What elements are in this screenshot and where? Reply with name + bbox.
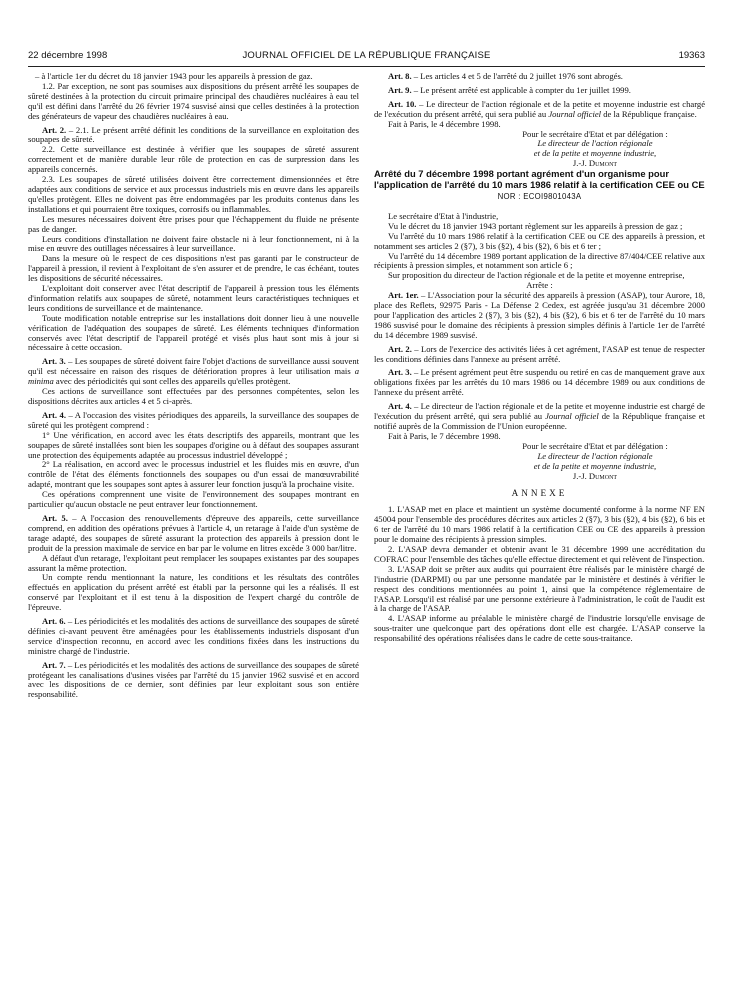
- arrete-heading: Arrête :: [526, 280, 553, 291]
- paragraph: Vu l'arrêté du 10 mars 1986 relatif à la certification CEE ou CE des appareils à pression, et notamment ses articles 2 (§7), 3 bis (§2), 4 bis (§2), 6 bis et 6 ter ;: [374, 230, 705, 251]
- left-column: [28, 72, 359, 980]
- article-emphasis: a minima: [28, 366, 359, 387]
- article-label: Art. 1er.: [388, 290, 419, 301]
- signature-title: Le directeur de l'action régionale: [537, 450, 653, 461]
- article-text: de la République française et notifié auprès de la Commission de l'Union européenne.: [374, 411, 705, 431]
- article-label: Art. 10.: [388, 98, 417, 109]
- list-item: 2° La réalisation, en accord avec le processus industriel et les fluides mis en œuvre, d'un contrôle de l'état des éléments fonctionnels des soupapes ou d'un essai de manœuvrabilité adapté, montrant que les soupapes sont aptes à assurer leur fonction jusqu'à la prochaine visite.: [28, 459, 359, 490]
- right-column: [374, 72, 705, 980]
- paragraph: Vu l'arrêté du 14 décembre 1989 portant application de la directive 87/404/CEE relative aux récipients à pression simples, et notamment son article 6 ;: [374, 250, 705, 271]
- article-text: – A l'occasion des visites périodiques des appareils, la surveillance des soupapes de sûreté qui les protègent comprend :: [28, 409, 359, 430]
- signature-delegation: Pour le secrétaire d'Etat et par délégation :: [522, 128, 668, 139]
- annexe-item: 4. L'ASAP informe au préalable le ministère chargé de l'industrie lorsqu'elle envisage de sous-traiter une quelconque part des opérations dont elle est chargée. L'ASAP conserve la responsabilité des opérations réalisées dans le cadre de cette sous-traitance.: [374, 613, 705, 644]
- paragraph: Les mesures nécessaires doivent être prises pour que l'échappement du fluide ne présente pas de danger.: [28, 213, 359, 234]
- article-4: [28, 411, 359, 431]
- signature-name: J.-J. Dumont: [572, 470, 618, 481]
- article-label: Art. 8.: [388, 72, 412, 81]
- article-text: – Lors de l'exercice des activités liées à cet agrément, l'ASAP est tenue de respecter les conditions définies dans l'annexe au présent arrêté.: [374, 343, 705, 364]
- article-6: [28, 617, 359, 657]
- annexe-item: 1. L'ASAP met en place et maintient un système documenté conforme à la norme NF EN 45004 pour l'ensemble des procédures décrites aux articles 2 (§7), 3 bis (§2), 4 bis (§2), 6 bis et 6 ter de l'arrêté du 10 mars 1986 relatif à la certification CEE ou CE des appareils à pression pour le domaine des récipients à pression simples.: [374, 504, 705, 545]
- paragraph: Un compte rendu mentionnant la nature, les conditions et les résultats des contrôles effectués en application du présent arrêté est établi par la personne qui les a réalisés. Il est conservé par l'exploitant et il est tenu à la disposition de l'expert chargé du contrôle de l'épreuve.: [28, 572, 359, 613]
- article-text: – A l'occasion des renouvellements d'épreuve des appareils, cette surveillance comprend, en addition des opérations prévues à l'article 4, un retarage à l'aide d'un système de tarage adapté, des soupapes de sûreté assurant la protection des appareils à pression dont le produit de la pression maximale de service en bar par le volume en litres excède 3 000 bar/litre.: [28, 512, 359, 553]
- article-label: Art. 6.: [42, 616, 66, 627]
- article-8: [374, 72, 705, 82]
- article-text: – Les périodicités et les modalités des actions de surveillance des soupapes de sûreté protégeant les canalisations d'usines visées par l'arrêté du 15 janvier 1962 susvisé et en accord avec les dispositions de ce dernier, sont définies par leur exploitant sous son entière responsabilité.: [28, 659, 359, 700]
- article-emphasis: Journal officiel: [548, 108, 602, 119]
- paragraph: Dans la mesure où le respect de ces dispositions n'est pas garanti par le constructeur de l'appareil à pression, il revient à l'exploitant de s'en assurer et de prendre, le cas échéant, toutes les dispositions de sécurité nécessaires.: [28, 253, 359, 284]
- paragraph: 1.2. Par exception, ne sont pas soumises aux dispositions du présent arrêté les soupapes de sûreté destinées à la protection du circuit primaire principal des chaudières nucléaires à eau tel qu'il est défini dans l'arrêté du 26 février 1974 susvisé ainsi que celles destinées à la protection des générateurs de vapeur des chaudières nucléaires à eau.: [28, 80, 359, 121]
- article-label: Art. 3.: [42, 356, 66, 367]
- annexe-heading: ANNEXE: [511, 488, 568, 499]
- article-3b: [374, 368, 705, 398]
- article-2b: [374, 345, 705, 365]
- article-2: [28, 126, 359, 146]
- article-label: Art. 3.: [388, 367, 412, 378]
- decree-title: Arrêté du 7 décembre 1998 portant agrément d'un organisme pour l'application de l'arrêté du 10 mars 1986 relatif à la certification CEE ou CE: [374, 168, 705, 190]
- paragraph: 2.3. Les soupapes de sûreté utilisées doivent être correctement dimensionnées et être adaptées aux conditions de service et aux processus industriels mis en œuvre dans les appareils qu'elles protègent. Elles ne doivent pas être endommagées par les produits contenus dans les installations et qui pourraient être toxiques, corrosifs ou inflammables.: [28, 174, 359, 214]
- article-5: [28, 514, 359, 554]
- article-label: Art. 9.: [388, 84, 412, 95]
- article-emphasis: Journal officiel: [545, 411, 599, 422]
- article-text: de la République française.: [601, 108, 697, 119]
- header-date: 22 décembre 1998: [28, 50, 108, 61]
- paragraph: 2.2. Cette surveillance est destinée à vérifier que les soupapes de sûreté assurent correctement et de manière durable leur rôle de protection en cas de surpression dans les appareils concernés.: [28, 144, 359, 175]
- article-label: Art. 4.: [42, 409, 66, 420]
- signature-delegation: Pour le secrétaire d'Etat et par délégation :: [522, 440, 668, 451]
- article-1: [374, 291, 705, 341]
- article-label: Art. 5.: [42, 512, 68, 523]
- annexe-item: 3. L'ASAP doit se prêter aux audits qui pourraient être réalisés par le ministère chargé de l'industrie (DARPMI) ou par une personne mandatée par le ministère et destinés à vérifier le respect des conditions mentionnées au point 1, ainsi que la compétence réglementaire de l'ASAP. Lorsqu'il est réalisé par une personne extérieure à l'administration, le coût de l'audit est à la charge de l'ASAP.: [374, 563, 705, 614]
- article-label: Art. 2.: [388, 343, 412, 354]
- article-text: – Les périodicités et les modalités des actions de surveillance des soupapes de sûreté définies ci-avant peuvent être aménagées pour les établissements industriels disposant d'un service d'inspection reconnu, en accord avec les conditions fixées dans les instructions du ministre chargé de l'industrie.: [28, 616, 359, 656]
- article-10: [374, 100, 705, 120]
- article-7: [28, 661, 359, 701]
- article-label: Art. 4.: [388, 401, 412, 412]
- article-9: [374, 86, 705, 96]
- nor-reference: NOR : ECOI9801043A: [497, 191, 582, 201]
- article-text: – Le présent arrêté est applicable à compter du 1er juillet 1999.: [411, 84, 631, 95]
- signature-title: Le directeur de l'action régionale: [537, 138, 653, 149]
- article-text: – L'Association pour la sécurité des appareils à pression (ASAP), tour Aurore, 18, place des Reflets, 92975 Paris - La Défense 2 Cedex, est agréée jusqu'au 31 décembre 2000 pour l'application des articles 2 (§7), 3 bis (§2), 4 bis (§2), 6 bis et 6 ter de l'arrêté du 10 mars 1986 susvisé pour le domaine des récipients à pression simples définis à l'article 1er de l'arrêté du 14 décembre 1989 susvisé.: [374, 290, 705, 340]
- header-page-number: 19363: [678, 50, 705, 61]
- article-label: Art. 7.: [42, 659, 66, 670]
- article-text: – Le directeur de l'action régionale et de la petite et moyenne industrie est chargé de l'exécution du présent arrêté, qui sera publié au: [374, 401, 705, 422]
- annexe-item: 2. L'ASAP devra demander et obtenir avant le 31 décembre 1999 une accréditation du COFRAC pour l'ensemble des tâches qu'elle effectue directement et qui relèvent de l'inspection.: [374, 543, 705, 564]
- signature-name: J.-J. Dumont: [572, 158, 618, 169]
- article-text: – Les articles 4 et 5 de l'arrêté du 2 juillet 1976 sont abrogés.: [411, 72, 623, 81]
- article-text: – Le présent agrément peut être suspendu ou retiré en cas de manquement grave aux obligations fixées par les arrêtés du 10 mars 1986 ou 14 décembre 1989 ou aux conditions de l'annexe du présent arrêté.: [374, 367, 705, 398]
- list-item: 1° Une vérification, en accord avec les états descriptifs des appareils, montrant que les soupapes de sûreté installées sont bien les soupapes d'origine ou à défaut des soupapes assurant une protection des équipements adaptée au processus industriel développé ;: [28, 429, 359, 460]
- signature-date: Fait à Paris, le 7 décembre 1998.: [388, 430, 501, 441]
- article-label: Art. 2.: [42, 124, 67, 135]
- paragraph: Le secrétaire d'Etat à l'industrie,: [388, 210, 499, 221]
- article-4b: [374, 402, 705, 432]
- paragraph: – à l'article 1er du décret du 18 janvier 1943 pour les appareils à pression de gaz.: [35, 72, 313, 81]
- paragraph: Leurs conditions d'installation ne doivent faire obstacle ni à leur fonctionnement, ni à la mise en œuvre des outillages nécessaires à leur surveillance.: [28, 233, 359, 254]
- signature-title: et de la petite et moyenne industrie,: [533, 148, 657, 159]
- article-text: – Les soupapes de sûreté doivent faire l'objet d'actions de surveillance aussi souvent qu'il est nécessaire en raison des risques de détérioration propres à leur utilisation mais: [28, 356, 359, 377]
- article-text: – Le directeur de l'action régionale et de la petite et moyenne industrie est chargé de l'exécution du présent arrêté, qui sera publié au: [374, 98, 705, 119]
- paragraph: L'exploitant doit conserver avec l'état descriptif de l'appareil à pression tous les éléments d'information relatifs aux soupapes de sûreté, notamment leurs caractéristiques techniques et leurs conditions de surveillance et de maintenance.: [28, 283, 359, 313]
- signature-block: [374, 442, 705, 482]
- signature-block: [374, 130, 705, 170]
- article-3: [28, 357, 359, 387]
- paragraph: Ces opérations comprennent une visite de l'environnement des soupapes montrant en particulier qu'aucun obstacle ne peut entraver leur fonctionnement.: [28, 489, 359, 510]
- signature-title: et de la petite et moyenne industrie,: [533, 460, 657, 471]
- article-text: avec des périodicités qui sont celles des appareils qu'elles protègent.: [53, 376, 291, 387]
- paragraph: Ces actions de surveillance sont effectuées par des personnes compétentes, selon les dispositions décrites aux articles 4 et 5 ci-après.: [28, 386, 359, 406]
- header-journal-title: JOURNAL OFFICIEL DE LA RÉPUBLIQUE FRANÇAISE: [242, 50, 491, 61]
- paragraph: A défaut d'un retarage, l'exploitant peut remplacer les soupapes existantes par des soupapes assurant la même protection.: [28, 552, 359, 573]
- header-rule: [28, 66, 705, 67]
- paragraph: Toute modification notable entreprise sur les installations doit donner lieu à une nouvelle vérification de l'adéquation des soupapes de sûreté. Les éléments techniques d'information conservés avec l'état descriptif de l'appareil protégé et visés plus haut sont mis à jour si nécessaire à cette occasion.: [28, 312, 359, 353]
- page-header: [28, 50, 705, 64]
- article-text: – 2.1. Le présent arrêté définit les conditions de la surveillance en exploitation des soupapes de sûreté.: [28, 124, 359, 145]
- paragraph: Vu le décret du 18 janvier 1943 portant règlement sur les appareils à pression de gaz ;: [388, 220, 683, 231]
- signature-date: Fait à Paris, le 4 décembre 1998.: [388, 118, 501, 129]
- paragraph: Sur proposition du directeur de l'action régionale et de la petite et moyenne entreprise,: [388, 270, 685, 281]
